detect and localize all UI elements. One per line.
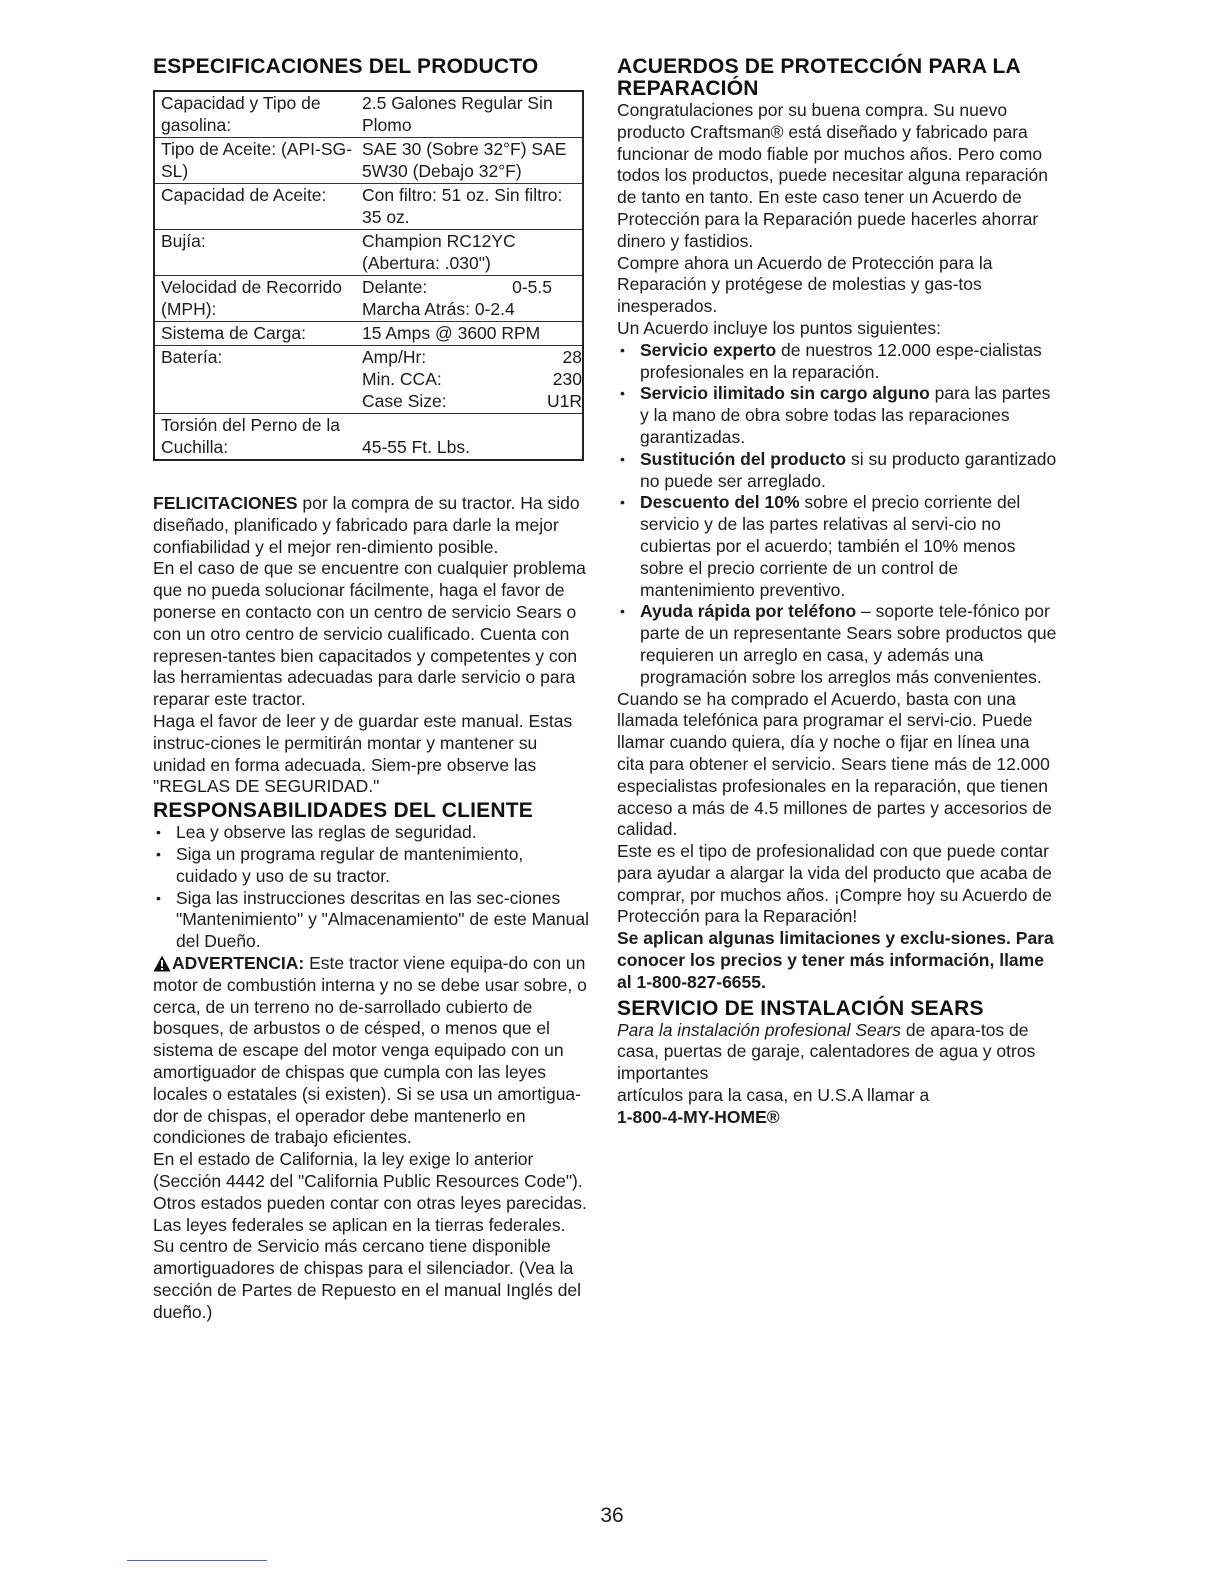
list-item: • Siga las instrucciones descritas en las sec-ciones "Mantenimiento" y "Almacenamiento" de este Manual del Dueño. xyxy=(153,888,589,953)
benefit-title: Servicio ilimitado sin cargo alguno xyxy=(640,383,930,404)
table-row xyxy=(154,230,583,276)
spec-value xyxy=(356,346,583,414)
install-phone: 1-800-4-MY-HOME® xyxy=(617,1106,780,1127)
benefit-text: – soporte tele-fónico por parte de un representante Sears sobre productos que requieren un arreglo en casa, y además una programación sobre los arreglos más convenientes. xyxy=(640,601,1057,687)
list-item: • Lea y observe las reglas de seguridad. xyxy=(153,822,589,844)
spec-label: Torsión del Perno de la Cuchilla: xyxy=(154,414,356,461)
install-paragraph-2: artículos para la casa, en U.S.A llamar a xyxy=(617,1085,930,1106)
right-column xyxy=(617,56,1057,1129)
table-row xyxy=(154,276,583,322)
spec-label: Sistema de Carga: xyxy=(154,322,356,346)
battery-key: Amp/Hr: xyxy=(362,347,427,367)
professional-paragraph: Este es el tipo de profesionalidad con que puede contar para ayudar a alargar la vida del producto que acaba de comprar, por muchos años. ¡Compre hoy su Acuerdo de Protección para la Reparación! xyxy=(617,841,1052,927)
footer-rule xyxy=(127,1560,267,1561)
responsibilities-heading: RESPONSABILIDADES DEL CLIENTE xyxy=(153,799,533,823)
battery-value: U1R xyxy=(546,391,582,411)
install-heading: SERVICIO DE INSTALACIÓN SEARS xyxy=(617,996,984,1020)
benefit-text: sobre el precio corriente del servicio y de las partes relativas al servi-cio no cubiertas por el acuerdo; también el 10% menos sobre el precio corriente de un control de mantenimiento preventivo. xyxy=(640,492,1021,600)
warning-text: Este tractor viene equipa-do con un motor de combustión interna y no se debe usar sobre, o cerca, de un terreno no de-sarrollado cubierto de bosques, de arbustos o de césped, o menos que el sistema de escape del motor venga equipado con un amortiguador de chispas que cumpla con las leyes locales o estatales (si existen). Si se usa un amortigua-dor de chispas, el operador debe mantenerlo en condiciones de trabajo eficientes. xyxy=(153,952,587,1148)
spec-value: 15 Amps @ 3600 RPM xyxy=(356,322,583,346)
congrats-paragraph xyxy=(153,493,589,558)
table-row xyxy=(154,414,583,461)
congrats-lead: FELICITACIONES xyxy=(153,493,298,513)
list-item xyxy=(617,492,1057,601)
left-column xyxy=(153,56,589,1323)
spec-value: Champion RC12YC (Abertura: .030") xyxy=(356,230,583,276)
read-paragraph: Haga el favor de leer y de guardar este manual. Estas instruc-ciones le permitirán montar y mantener su unidad en forma adecuada. Siem-pre observe las "REGLAS DE SEGURIDAD." xyxy=(153,710,573,797)
speed-forward-label: Delante: xyxy=(362,277,428,297)
benefits-list xyxy=(617,340,1057,689)
spec-table xyxy=(153,90,584,461)
benefit-text: si su producto garantizado no puede ser arreglado. xyxy=(640,448,1057,491)
benefit-title: Ayuda rápida por teléfono xyxy=(640,601,857,622)
list-item xyxy=(617,383,1057,448)
list-item xyxy=(617,340,1057,384)
call-paragraph: Cuando se ha comprado el Acuerdo, basta con una llamada telefónica para programar el servi-cio. Puede llamar cuando quiera, día y noche o fijar en línea una cita para obtener el servicio. Sears tiene más de 12.000 especialistas profesionales en la reparación, que tienen acceso a más de 4.5 millones de partes y accesorios de calidad. xyxy=(617,688,1052,840)
battery-key: Min. CCA: xyxy=(362,369,442,389)
warning-paragraph xyxy=(153,953,589,1149)
benefit-title: Sustitución del producto xyxy=(640,448,847,469)
spec-value: 45-55 Ft. Lbs. xyxy=(356,414,583,461)
spec-value: Con filtro: 51 oz. Sin filtro: 35 oz. xyxy=(356,184,583,230)
spec-label: Capacidad de Aceite: xyxy=(154,184,356,230)
spec-value: 2.5 Galones Regular Sin Plomo xyxy=(362,93,553,135)
table-row xyxy=(154,184,583,230)
intro-paragraph: Congratulaciones por su buena compra. Su nuevo producto Craftsman® está diseñado y fabricado para funcionar de modo fiable por muchos años. Pero como todos los productos, puede necesitar alguna reparación de tanto en tanto. En este caso tener un Acuerdo de Protección para la Reparación puede hacerles ahorrar dinero y fastidios. xyxy=(617,100,1048,251)
spec-label: Velocidad de Recorrido (MPH): xyxy=(154,276,356,322)
battery-value: 230 xyxy=(552,369,582,389)
install-italic: Para la instalación profesional Sears xyxy=(617,1019,902,1040)
benefit-title: Descuento del 10% xyxy=(640,492,800,513)
table-row xyxy=(154,322,583,346)
congrats-text: por la compra de su tractor. Ha sido diseñado, planificado y fabricado para darle la mejor confiabilidad y el mejor ren-dimiento posible. xyxy=(153,493,580,557)
buy-paragraph: Compre ahora un Acuerdo de Protección para la Reparación y protégese de molestias y gas-tos inesperados. xyxy=(617,252,993,317)
problem-paragraph: En el caso de que se encuentre con cualquier problema que no pueda solucionar fácilmente, haga el favor de ponerse en contacto con un centro de servicio Sears o con un otro centro de servicio cualificado. Cuenta con represen-tantes bien capacitados y competentes y con las herramientas adecuadas para darle servicio o para reparar este tractor. xyxy=(153,558,586,710)
responsibilities-list xyxy=(153,822,589,953)
spec-value: SAE 30 (Sobre 32°F) SAE 5W30 (Debajo 32°F) xyxy=(356,138,583,184)
list-item xyxy=(617,601,1057,688)
benefit-text: de nuestros 12.000 espe-cialistas profesionales en la reparación. xyxy=(640,339,1042,382)
table-row xyxy=(154,91,583,138)
warning-triangle-icon xyxy=(153,955,171,972)
page-number: 36 xyxy=(600,1504,624,1527)
spec-heading: ESPECIFICACIONES DEL PRODUCTO xyxy=(153,55,539,78)
spec-label: Bujía: xyxy=(154,230,356,276)
spec-value xyxy=(356,276,583,322)
spec-label: Tipo de Aceite: (API-SG-SL) xyxy=(154,138,356,184)
california-paragraph: En el estado de California, la ley exige lo anterior (Sección 4442 del "California Public Resources Code"). Otros estados pueden contar con otras leyes parecidas. Las leyes federales se aplican en la tierras federales. Su centro de Servicio más cercano tiene disponible amortiguadores de chispas para el silenciador. (Vea la sección de Partes de Repuesto en el manual Inglés del dueño.) xyxy=(153,1149,587,1322)
table-row xyxy=(154,346,583,414)
spec-label: Capacidad y Tipo de gasolina: xyxy=(161,93,321,135)
speed-reverse: Marcha Atrás: 0-2.4 xyxy=(362,299,515,319)
table-row xyxy=(154,138,583,184)
install-text: de apara-tos de casa, puertas de garaje, calentadores de agua y otros importantes xyxy=(617,1019,1036,1084)
list-item: • Siga un programa regular de mantenimiento, cuidado y uso de su tractor. xyxy=(153,844,589,888)
warning-label: ADVERTENCIA: xyxy=(172,952,305,973)
benefit-title: Servicio experto xyxy=(640,339,777,360)
benefit-text: para las partes y la mano de obra sobre todas las reparaciones garantizadas. xyxy=(640,383,1051,447)
limits-paragraph: Se aplican algunas limitaciones y exclu-siones. Para conocer los precios y tener más información, llame al 1-800-827-6655. xyxy=(617,928,1054,992)
includes-paragraph: Un Acuerdo incluye los puntos siguientes: xyxy=(617,317,941,338)
list-item xyxy=(617,449,1057,493)
install-paragraph xyxy=(617,1020,1057,1085)
battery-key: Case Size: xyxy=(362,391,447,411)
spec-label: Batería: xyxy=(154,346,356,414)
agreement-heading: ACUERDOS DE PROTECCIÓN PARA LA REPARACIÓN xyxy=(617,55,1021,100)
speed-forward-value: 0-5.5 xyxy=(512,277,552,297)
battery-value: 28 xyxy=(562,347,582,367)
